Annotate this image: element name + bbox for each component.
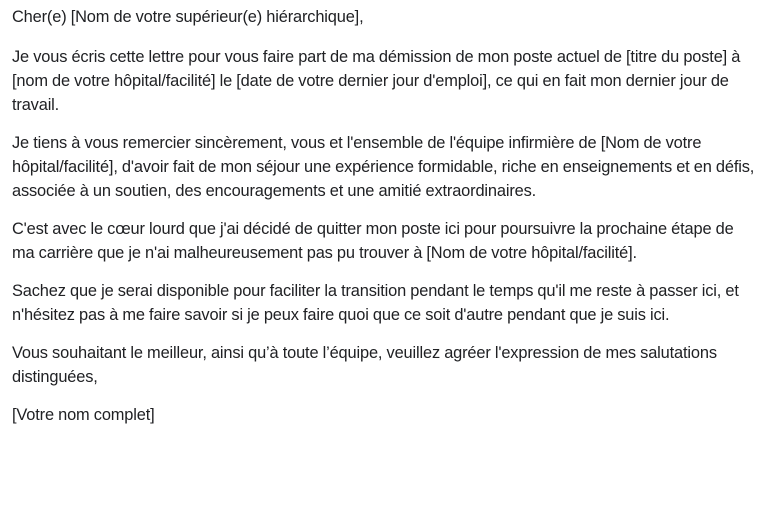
letter-paragraph-thanks: Je tiens à vous remercier sincèrement, vous et l'ensemble de l'équipe infirmière de [Nom de votre hôpital/facilité], d'avoir fait de mon séjour une expérience formidable, riche en enseignements et en défis, associée à un soutien, des encouragements et une amitié extraordinaires. xyxy=(12,134,755,200)
letter-paragraph-resignation-notice: Je vous écris cette lettre pour vous faire part de ma démission de mon poste actuel de [titre du poste] à [nom de votre hôpital/facilité] le [date de votre dernier jour d'emploi], ce qui en fait mon dernier jour de travail. xyxy=(12,48,741,114)
letter-paragraph-reason: C'est avec le cœur lourd que j'ai décidé de quitter mon poste ici pour poursuivre la prochaine étape de ma carrière que je n'ai malheureusement pas pu trouver à [Nom de votre hôpital/facilité]. xyxy=(12,220,734,262)
letter-salutation: Cher(e) [Nom de votre supérieur(e) hiérarchique], xyxy=(12,8,364,26)
letter-closing: Vous souhaitant le meilleur, ainsi qu’à toute l’équipe, veuillez agréer l'expression de mes salutations distinguées, xyxy=(12,344,717,386)
letter-signature: [Votre nom complet] xyxy=(12,406,155,424)
letter-paragraph-transition: Sachez que je serai disponible pour faciliter la transition pendant le temps qu'il me reste à passer ici, et n'hésitez pas à me faire savoir si je peux faire quoi que ce soit d'autre pendant que je suis ici. xyxy=(12,282,739,324)
